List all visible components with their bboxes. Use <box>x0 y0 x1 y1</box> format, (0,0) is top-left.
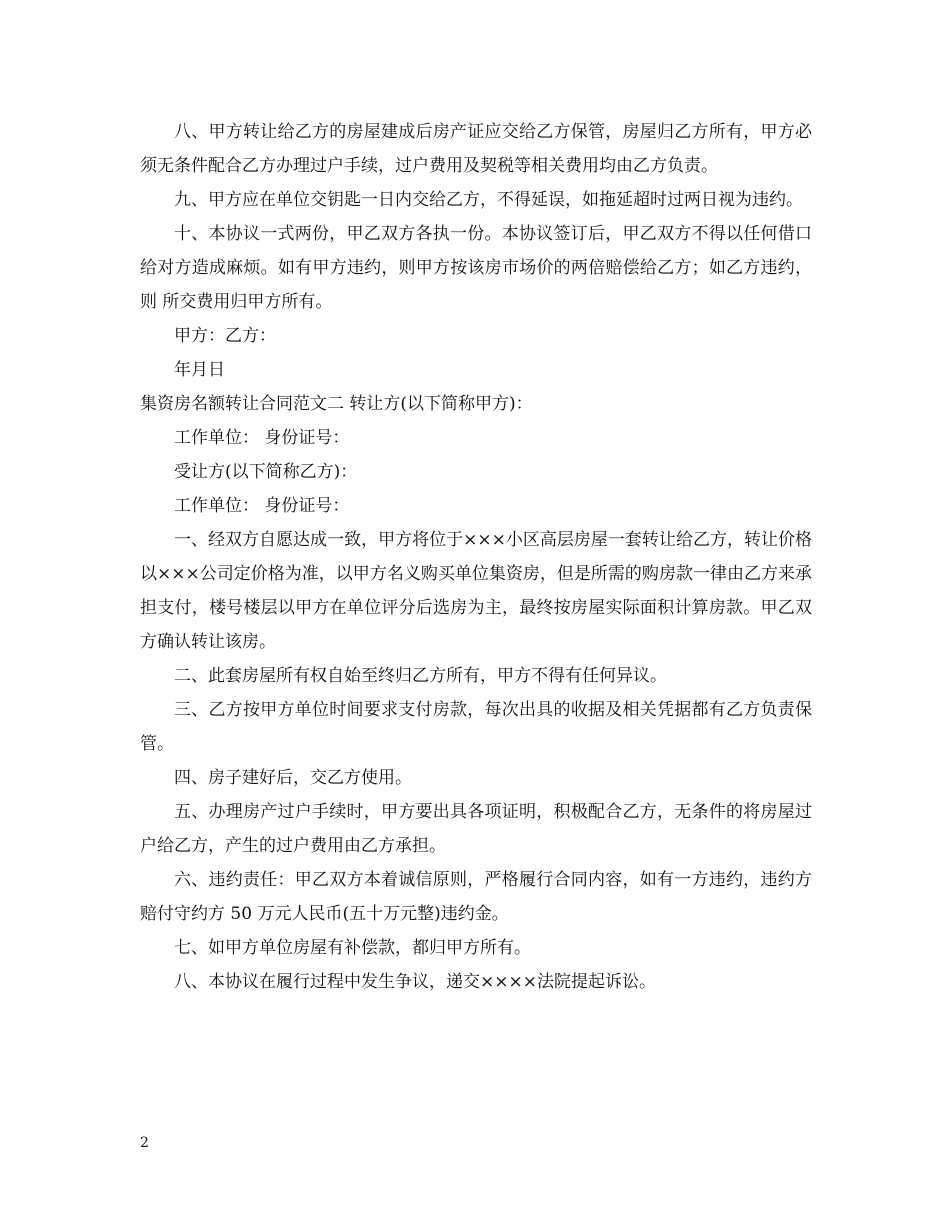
paragraph-template-two-heading: 集资房名额转让合同范文二 转让方(以下简称甲方)： <box>140 394 533 414</box>
paragraph-clause-1-agreement: 一、经双方自愿达成一致，甲方将位于×××小区高层房屋一套转让给乙方，转让价格以×××公司定价格为准，以甲方名义购买单位集资房，但是所需的购房款一律由乙方来承担支付，楼号楼层以甲方在单位评分后选房为主，最终按房屋实际面积计算房款。甲乙双方确认转让该房。 <box>140 530 812 652</box>
paragraph-transferee-workplace: 工作单位： 身份证号： <box>174 496 350 516</box>
paragraph-clause-8-dispute: 八、本协议在履行过程中发生争议，递交××××法院提起诉讼。 <box>174 972 656 992</box>
paragraph-transferor-workplace: 工作单位： 身份证号： <box>174 428 350 448</box>
paragraph-transferee: 受让方(以下简称乙方)： <box>174 462 358 482</box>
paragraph-signature-date: 年月日 <box>174 360 225 380</box>
paragraph-clause-7-compensation: 七、如甲方单位房屋有补偿款，都归甲方所有。 <box>174 938 531 958</box>
paragraph-clause-10-copies: 十、本协议一式两份，甲乙双方各执一份。本协议签订后，甲乙双方不得以任何借口给对方造成麻烦。如有甲方违约，则甲方按该房市场价的两倍赔偿给乙方；如乙方违约，则 所交费用归甲方所有。 <box>140 224 812 312</box>
paragraph-clause-3-payment: 三、乙方按甲方单位时间要求支付房款，每次出具的收据及相关凭据都有乙方负责保管。 <box>140 700 812 754</box>
paragraph-clause-8-title-deed: 八、甲方转让给乙方的房屋建成后房产证应交给乙方保管，房屋归乙方所有，甲方必 须无条件配合乙方办理过户手续，过户费用及契税等相关费用均由乙方负责。 <box>140 122 812 176</box>
page-number: 2 <box>140 1135 149 1151</box>
paragraph-clause-4-delivery: 四、房子建好后，交乙方使用。 <box>174 768 412 788</box>
document-body <box>140 115 812 999</box>
paragraph-clause-9-keys: 九、甲方应在单位交钥匙一日内交给乙方，不得延误，如拖延超时过两日视为违约。 <box>174 190 803 210</box>
paragraph-signature-parties: 甲方：乙方： <box>174 326 276 346</box>
paragraph-clause-5-transfer: 五、办理房产过户手续时，甲方要出具各项证明，积极配合乙方，无条件的将房屋过户给乙方，产生的过户费用由乙方承担。 <box>140 802 812 856</box>
paragraph-clause-6-liability: 六、违约责任：甲乙双方本着诚信原则，严格履行合同内容，如有一方违约，违约方赔付守约方 50 万元人民币(五十万元整)违约金。 <box>140 870 812 924</box>
paragraph-clause-2-ownership: 二、此套房屋所有权自始至终归乙方所有，甲方不得有任何异议。 <box>174 666 667 686</box>
